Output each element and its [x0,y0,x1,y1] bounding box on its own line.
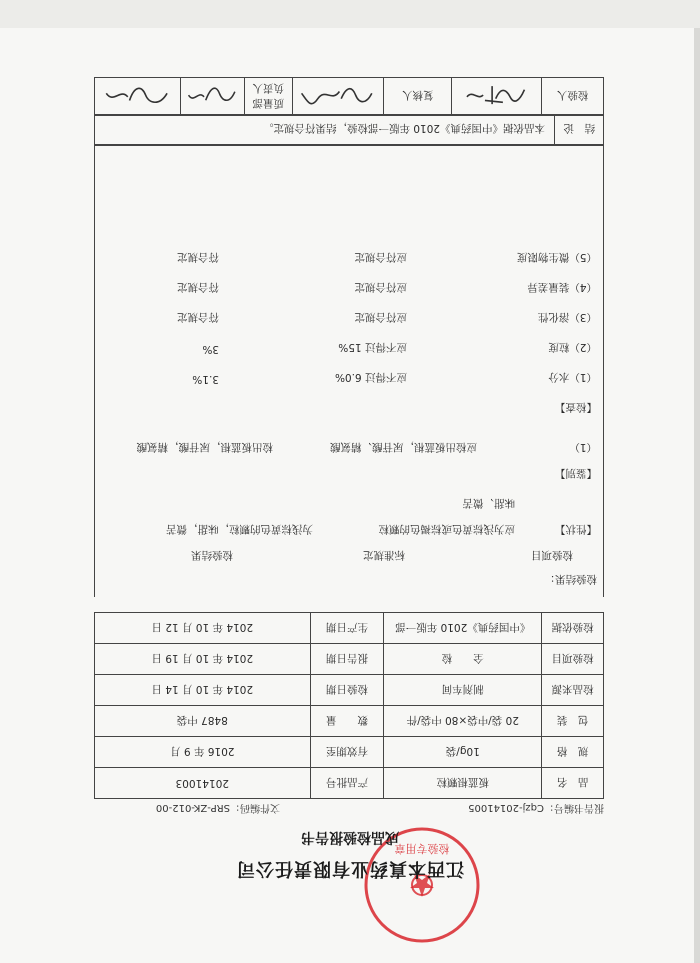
test-date-value: 2014 年 10 月 14 日 [95,675,311,706]
row-standard: 应符合规定 [354,281,407,293]
conclusion-row [94,115,604,145]
row-standard: 应不得过 15% [338,341,407,353]
signature-table [94,77,604,115]
signature-reviewer-icon [297,81,380,111]
table-row [95,613,604,644]
row-result: 3.1% [192,373,219,385]
report-date-value: 2014 年 10 月 19 日 [95,644,311,675]
batch-number: 20141003 [95,768,311,799]
table-row [95,706,604,737]
table-row [95,768,604,799]
product-name-label: 品 名 [542,768,604,799]
product-name: 板蓝根颗粒 [384,768,542,799]
row-name: （3）溶化性 [537,311,597,323]
qty-label: 数 量 [310,706,384,737]
inspector-label: 检验人 [542,78,604,115]
qa-label [244,78,292,115]
pack-label: 包 装 [542,706,604,737]
row-standard: 应符合规定 [354,311,407,323]
info-table [94,612,604,799]
appearance-result: 为浅棕黄色的颗粒，味甜，微苦 [166,523,313,535]
col-standard-header: 标准规定 [363,549,405,561]
company-name: 江西本真药业有限责任公司 [236,858,464,879]
inspection-label: 【检查】 [555,401,597,413]
identification-result: 检出板蓝根，尿苷酸，精氨酸 [136,441,273,453]
col-item-header: 检验项目 [531,549,573,561]
table-row [95,675,604,706]
appearance-label: 【性状】 [555,523,597,535]
row-result: 符合规定 [177,311,219,323]
spec-value: 10g/袋 [384,737,542,768]
report-number: 报告书编号：Cqzj-20141005 [468,802,604,813]
report-date-label: 报告日期 [310,644,384,675]
source-label: 检品来源 [542,675,604,706]
signature-extra-icon [99,81,176,111]
reviewer-signature [292,78,384,115]
basis-value: 《中国药典》2010 年版一部 [384,613,542,644]
identification-label: 【鉴别】 [555,467,597,479]
signature-qa-icon [185,81,240,111]
appearance-standard-1: 应为浅棕黄色或棕褐色的颗粒 [378,523,515,535]
prod-date-value: 2014 年 10 月 12 日 [95,613,311,644]
inspector-signature [452,78,542,115]
report-title: 成品检验报告书 [301,829,399,845]
qa-label-line-2: 负责人 [252,82,284,94]
row-result: 符合规定 [177,281,219,293]
results-title: 检验结果： [544,573,597,585]
extra-signature [95,78,181,115]
reviewer-label: 复核人 [384,78,452,115]
expiry-value: 2016 年 9 月 [95,737,311,768]
row-name: （1）水分 [548,371,597,383]
row-name: （5）微生物限度 [516,251,597,263]
row-result: 3% [202,343,219,355]
test-date-label: 检验日期 [310,675,384,706]
table-row [95,644,604,675]
signature-inspector-icon [456,81,537,111]
expiry-label: 有效期至 [310,737,384,768]
svg-text:检验专用章: 检验专用章 [394,842,450,855]
col-result-header: 检验结果 [191,549,233,561]
conclusion-label: 结 论 [563,122,595,134]
row-standard: 应不得过 6.0% [334,371,407,383]
row-name: （4）装量差异 [527,281,597,293]
identification-standard: 应检出板蓝根，尿苷酸、精氨酸 [330,441,477,453]
conclusion-text: 本品依据《中国药典》2010 年版一部检验，结果符合规定。 [262,122,545,134]
appearance-standard-2: 味甜、微苦 [462,497,515,509]
qa-signature [180,78,244,115]
pack-value: 20 袋/中袋×80 中袋/件 [384,706,542,737]
row-standard: 应符合规定 [354,251,407,263]
page-shadow-left [694,0,700,963]
table-row [95,737,604,768]
table-row [95,78,604,115]
row-result: 符合规定 [177,251,219,263]
item-value: 全 检 [384,644,542,675]
batch-label: 产品批号 [310,768,384,799]
row-name: （2）粒度 [548,341,597,353]
basis-label: 检验依据 [542,613,604,644]
file-number: 文件编码：SRP-ZK-012-00 [155,802,280,813]
qty-value: 8487 中袋 [95,706,311,737]
conclusion-divider [554,116,555,144]
item-label: 检验项目 [542,644,604,675]
results-section [94,145,604,597]
identification-number: （1） [569,441,597,453]
page-shadow-bottom [0,0,700,28]
spec-label: 规 格 [542,737,604,768]
qa-label-line-1: 质量部 [252,97,284,109]
prod-date-label: 生产日期 [310,613,384,644]
source-value: 制剂车间 [384,675,542,706]
